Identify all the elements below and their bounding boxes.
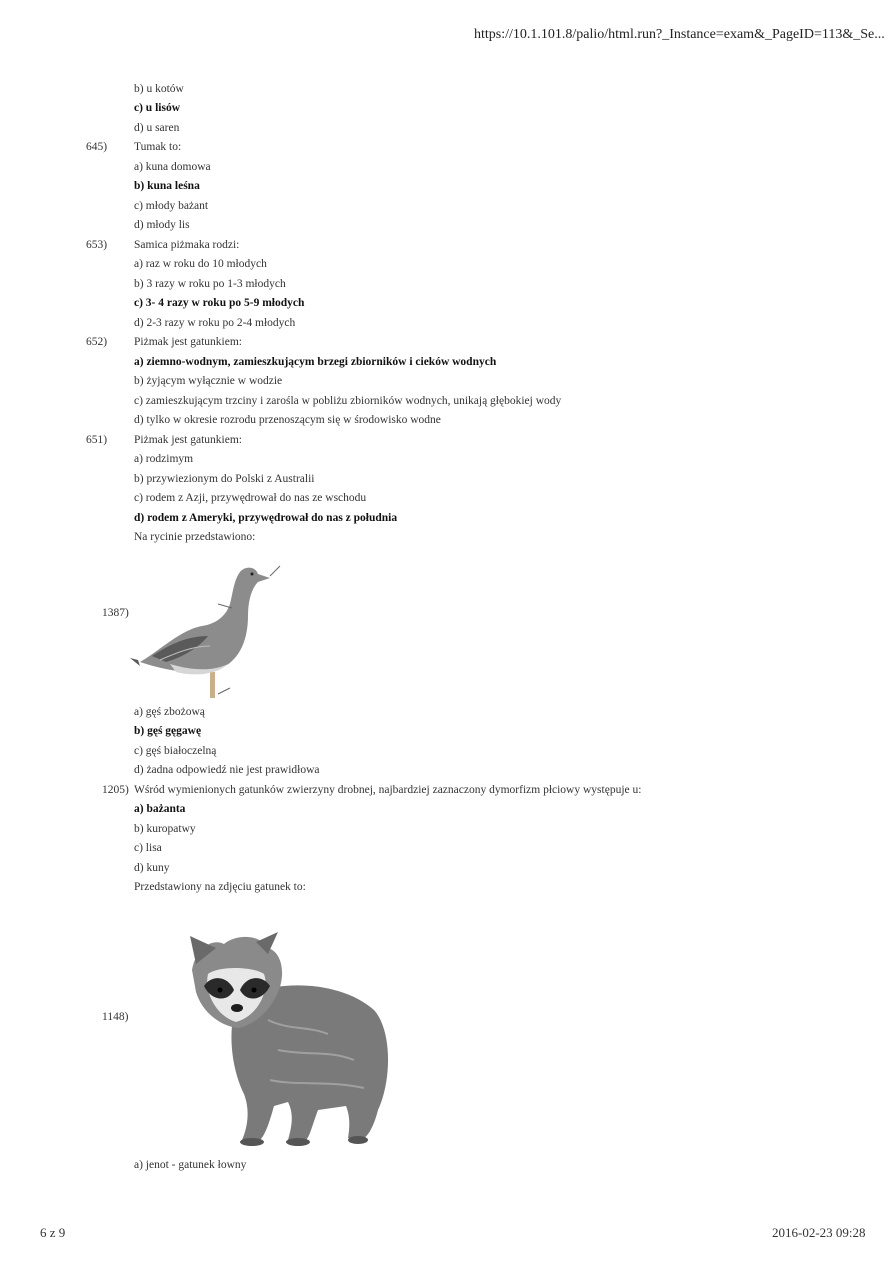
answer-option: c) gęś białoczelną xyxy=(134,745,217,757)
answer-option: d) tylko w okresie rozrodu przenoszącym się w środowisko wodne xyxy=(134,414,441,426)
answer-option: a) jenot - gatunek łowny xyxy=(134,1159,247,1171)
page-counter: 6 z 9 xyxy=(40,1225,66,1240)
page-url: https://10.1.101.8/palio/html.run?_Instance=exam&_PageID=113&_Se... xyxy=(474,27,885,42)
answer-option: b) przywiezionym do Polski z Australii xyxy=(134,473,315,485)
answer-option-correct: a) ziemno-wodnym, zamieszkującym brzegi zbiorników i cieków wodnych xyxy=(134,356,497,368)
question-number: 1387) xyxy=(102,607,129,619)
answer-option-correct: c) 3- 4 razy w roku po 5-9 młodych xyxy=(134,297,305,309)
answer-option-correct: b) kuna leśna xyxy=(134,180,200,192)
question-number: 1148) xyxy=(102,1011,129,1023)
answer-option: c) zamieszkującym trzciny i zarośla w pobliżu zbiorników wodnych, unikają głębokiej wody xyxy=(134,395,562,407)
answer-option: d) 2-3 razy w roku po 2-4 młodych xyxy=(134,317,296,329)
question-text: Tumak to: xyxy=(134,141,182,153)
answer-option-correct: a) bażanta xyxy=(134,803,186,815)
question-number: 651) xyxy=(86,434,108,446)
answer-option: a) raz w roku do 10 młodych xyxy=(134,258,267,270)
goose-image xyxy=(130,560,282,702)
answer-option: a) gęś zbożową xyxy=(134,706,205,718)
answer-option-correct: d) rodem z Ameryki, przywędrował do nas z południa xyxy=(134,512,398,524)
question-number: 653) xyxy=(86,239,108,251)
answer-option: d) młody lis xyxy=(134,219,190,231)
question-text: Samica piżmaka rodzi: xyxy=(134,239,240,251)
answer-option: b) żyjącym wyłącznie w wodzie xyxy=(134,375,283,387)
raccoon-image xyxy=(178,930,394,1148)
answer-option-correct: c) u lisów xyxy=(134,102,180,114)
answer-option: b) u kotów xyxy=(134,83,184,95)
question-text: Na rycinie przedstawiono: xyxy=(134,531,256,543)
answer-option-correct: b) gęś gęgawę xyxy=(134,725,202,737)
question-number: 645) xyxy=(86,141,108,153)
question-number: 652) xyxy=(86,336,108,348)
answer-option: a) kuna domowa xyxy=(134,161,211,173)
answer-option: d) u saren xyxy=(134,122,180,134)
question-number: 1205) xyxy=(102,784,129,796)
question-text: Piżmak jest gatunkiem: xyxy=(134,336,242,348)
answer-option: a) rodzimym xyxy=(134,453,194,465)
answer-option: c) lisa xyxy=(134,842,162,854)
answer-option: d) żadna odpowiedź nie jest prawidłowa xyxy=(134,764,320,776)
answer-option: b) kuropatwy xyxy=(134,823,196,835)
question-text: Przedstawiony na zdjęciu gatunek to: xyxy=(134,881,306,893)
answer-option: b) 3 razy w roku po 1-3 młodych xyxy=(134,278,286,290)
question-text: Wśród wymienionych gatunków zwierzyny drobnej, najbardziej zaznaczony dymorfizm płciowy występuje u: xyxy=(134,784,642,796)
print-datetime: 2016-02-23 09:28 xyxy=(772,1225,866,1240)
answer-option: d) kuny xyxy=(134,862,170,874)
answer-option: c) młody bażant xyxy=(134,200,209,212)
answer-option: c) rodem z Azji, przywędrował do nas ze wschodu xyxy=(134,492,367,504)
question-text: Piżmak jest gatunkiem: xyxy=(134,434,242,446)
